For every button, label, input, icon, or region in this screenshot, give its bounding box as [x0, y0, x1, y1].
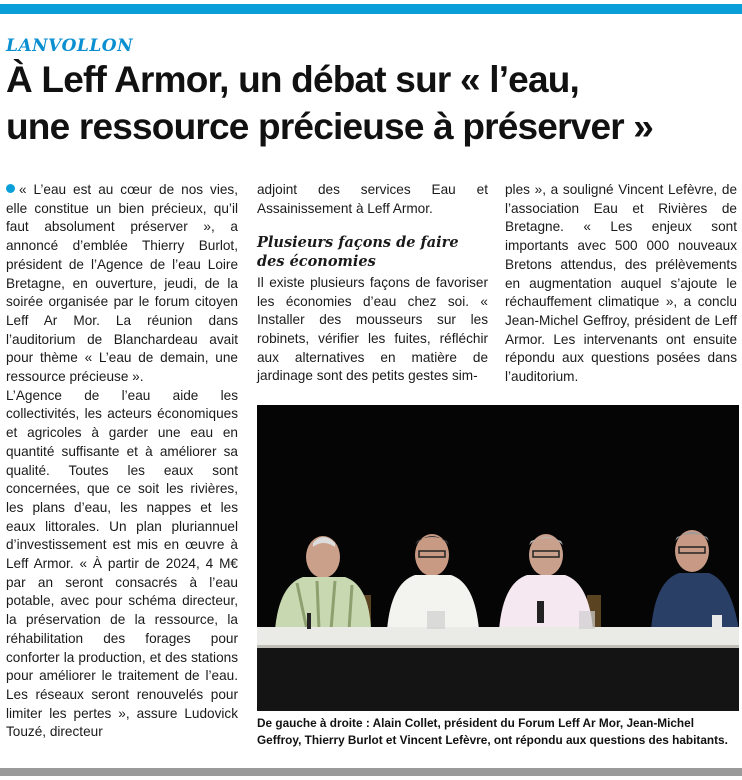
article-column-3 — [505, 181, 737, 387]
headline-line-1: À Leff Armor, un débat sur « l’eau, — [6, 59, 580, 100]
paragraph-economies: Il existe plusieurs façons de favoriser les économies d’eau chez soi. « Installer des mousseurs sur les robinets, vérifier les fuites, réfléchir aux alternatives en matière de jardinage sont des petits gestes sim- — [257, 274, 488, 384]
bottom-divider-bar — [0, 768, 742, 776]
photo-caption: De gauche à droite : Alain Collet, président du Forum Leff Ar Mor, Jean-Michel Geffroy, Thierry Burlot et Vincent Lefèvre, ont répondu aux questions des habitants. — [257, 716, 728, 747]
bullet-icon — [6, 184, 15, 193]
paragraph-agence: L’Agence de l’eau aide les collectivités, les acteurs économiques et agricoles à garder une eau en quantité suffisante et à améliorer sa qualité. Toutes les eaux sont concernées, que ce soit les rivières, les plans d’eau, les nappes et les eaux littorales. Un plan pluriannuel d’investissement est mis en œuvre à Leff Armor. « À partir de 2024, 4 M€ par an seront consacrés à l’eau potable, avec pour schéma directeur, la préservation de la ressource, la réhabilitation des forages pour conforter la production, et des stations pour améliorer le traitement de l’eau. Les réseaux seront renouvelés pour limiter les pertes », assure Ludovick Touzé, directeur — [6, 387, 238, 740]
article-column-1 — [6, 181, 238, 742]
article-column-2 — [257, 181, 488, 386]
article-photo — [257, 405, 739, 711]
article-headline — [6, 56, 736, 150]
paragraph-adjoint: adjoint des services Eau et Assainissement à Leff Armor. — [257, 182, 488, 216]
top-accent-bar — [0, 4, 742, 14]
headline-line-2: une ressource précieuse à préserver » — [6, 106, 654, 147]
photo-speakers-panel — [257, 405, 739, 711]
article-subheading: Plusieurs façons de faire des économies — [257, 234, 459, 271]
paragraph-intro: « L’eau est au cœur de nos vies, elle constitue un bien précieux, qu’il faut absolument préserver », a annoncé d’emblée Thierry Burlot, président de l’Agence de l’eau Loire Bretagne, en ouverture, jeudi, de la soirée organisée par le forum citoyen Leff Ar Mor. La réunion dans l’auditorium de Blanchardeau avait pour thème « L’eau de demain, une ressource précieuse ». — [6, 182, 238, 385]
paragraph-conclusion: ples », a souligné Vincent Lefèvre, de l’association Eau et Rivières de Bretagne. « Les enjeux sont importants avec 500 000 nouveaux Bretons attendus, des prélèvements en augmentation auquel s’ajoute le réchauffement climatique », a conclu Jean-Michel Geffroy, président de Leff Armor. Les intervenants ont ensuite répondu aux questions posées dans l’auditorium. — [505, 182, 737, 385]
article-kicker: LANVOLLON — [6, 36, 134, 56]
